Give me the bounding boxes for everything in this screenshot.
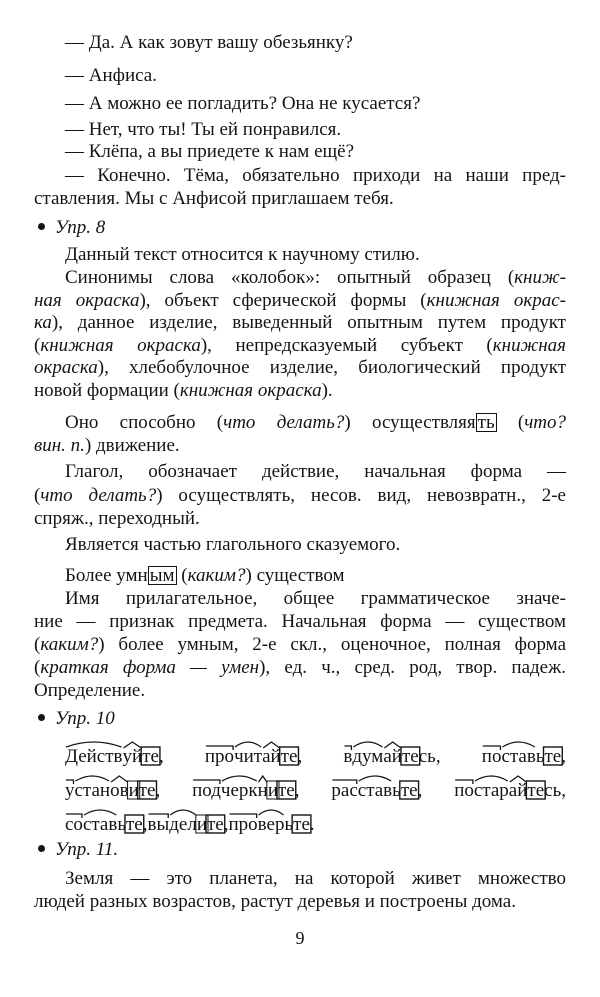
italic-fragment: ная окраска bbox=[34, 290, 140, 311]
morpheme-suffix: ай bbox=[508, 780, 528, 801]
morpheme-prefix: рас bbox=[331, 780, 358, 801]
morpheme-letters: сь bbox=[418, 746, 436, 767]
bullet-icon bbox=[38, 223, 45, 230]
morpheme-suffix: уй bbox=[122, 746, 143, 767]
morpheme-ending: и bbox=[128, 780, 139, 801]
morpheme-letters: сь bbox=[544, 780, 562, 801]
adjective-description-line bbox=[34, 679, 566, 703]
text-fragment: ). bbox=[321, 380, 333, 401]
text-fragment: ), данное изделие, выведенный опытным путем продукт bbox=[51, 312, 566, 333]
synonyms-line bbox=[65, 266, 566, 290]
italic-fragment: что делать? bbox=[40, 485, 157, 506]
analyzed-word bbox=[229, 810, 315, 835]
morpheme-ending: те bbox=[401, 746, 419, 767]
text-fragment: ) осуществлять, несов. вид, невозвратн., 2-е bbox=[156, 485, 566, 506]
morpheme-root: Действ bbox=[65, 746, 123, 767]
italic-fragment: краткая форма — умен bbox=[40, 657, 260, 678]
text-fragment: Синонимы слова «колобок»: опытный образец ( bbox=[65, 267, 515, 288]
punctuation: , bbox=[294, 780, 300, 801]
morpheme-ending: те bbox=[544, 746, 562, 767]
verb-role-line: Является частью глагольного сказуемого. bbox=[65, 534, 401, 555]
synonyms-line bbox=[34, 289, 566, 313]
word-analysis-row bbox=[65, 777, 566, 803]
morpheme-ending: те bbox=[142, 746, 159, 767]
verb-description-line bbox=[34, 484, 566, 508]
punctuation: , bbox=[158, 746, 164, 767]
morpheme-ending: те bbox=[138, 780, 156, 801]
morpheme-ending: те bbox=[207, 814, 224, 835]
text-fragment: Глагол, обозначает действие, начальная форма — bbox=[65, 461, 566, 482]
exercise-11-text: Земля — это планета, на которой живет множество bbox=[65, 868, 566, 889]
morpheme-root: дел bbox=[169, 814, 197, 835]
analyzed-word bbox=[147, 810, 228, 835]
ending-box: ть bbox=[477, 412, 495, 433]
morpheme-root: став bbox=[82, 814, 118, 835]
text-fragment: Определение. bbox=[34, 680, 146, 701]
morpheme-ending: те bbox=[125, 814, 143, 835]
morpheme-root: чит bbox=[234, 746, 263, 767]
morpheme-prefix: со bbox=[65, 814, 83, 835]
adjective-description-line bbox=[34, 656, 566, 680]
adjective-description-line bbox=[65, 587, 566, 611]
morpheme-root: дум bbox=[352, 746, 384, 767]
adjective-phrase: Более умн ым (каким?) существом bbox=[65, 565, 345, 586]
dialogue-line: — Да. А как зовут вашу обезьянку? bbox=[65, 32, 353, 53]
punctuation: , bbox=[561, 780, 566, 801]
morpheme-prefix: под bbox=[192, 780, 221, 801]
punctuation: , bbox=[155, 780, 161, 801]
dialogue-line: — Нет, что ты! Ты ей понравился. bbox=[65, 119, 342, 140]
morpheme-letters: ь bbox=[392, 780, 401, 801]
analyzed-word bbox=[454, 776, 566, 801]
dialogue-line: ставления. Мы с Анфисой приглашаем тебя. bbox=[34, 188, 394, 209]
text-fragment: спряж., переходный. bbox=[34, 508, 200, 529]
adjective-description-line bbox=[34, 633, 566, 657]
italic-fragment: книжная окрас- bbox=[426, 290, 566, 311]
italic-fragment: ка bbox=[34, 312, 52, 333]
synonyms-line bbox=[34, 311, 566, 335]
style-statement: Данный текст относится к научному стилю. bbox=[65, 244, 420, 265]
morpheme-root: стан bbox=[74, 780, 111, 801]
text-fragment: ние — признак предмета. Начальная форма — существом bbox=[34, 611, 566, 632]
morpheme-ending: те bbox=[278, 780, 295, 801]
exercise-10-heading: Упр. 10 bbox=[38, 707, 570, 731]
exercise-8-heading: Упр. 8 bbox=[38, 216, 570, 240]
italic-fragment: окраска bbox=[34, 357, 98, 378]
text-fragment: Имя прилагательное, общее грамматическое значе- bbox=[65, 588, 566, 609]
punctuation: , bbox=[561, 746, 566, 767]
punctuation: , bbox=[297, 746, 303, 767]
punctuation: , bbox=[435, 746, 441, 767]
morpheme-prefix: в bbox=[343, 746, 353, 767]
morpheme-ending: и bbox=[267, 780, 278, 801]
italic-fragment: книжная окраска bbox=[40, 335, 201, 356]
morpheme-suffix: н bbox=[257, 780, 268, 801]
morpheme-suffix: ай bbox=[262, 746, 281, 767]
analyzed-word bbox=[65, 742, 164, 767]
morpheme-letters: ь bbox=[284, 814, 294, 835]
exercise-11-text: людей разных возрастов, растут деревья и построены дома. bbox=[34, 891, 516, 912]
dialogue-line: — Анфиса. bbox=[65, 65, 157, 86]
analyzed-word bbox=[205, 742, 302, 767]
exercise-11-heading: Упр. 11. bbox=[38, 838, 570, 862]
morpheme-prefix: про bbox=[228, 814, 258, 835]
morpheme-letters: ь bbox=[535, 746, 545, 767]
morpheme-root: стар bbox=[473, 780, 509, 801]
verb-description-line bbox=[34, 507, 566, 531]
morpheme-suffix: ай bbox=[383, 746, 402, 767]
synonyms-line bbox=[34, 356, 566, 380]
analyzed-word bbox=[331, 776, 422, 801]
analyzed-word bbox=[65, 810, 147, 835]
morpheme-root: став bbox=[357, 780, 393, 801]
morpheme-prefix: у bbox=[65, 780, 75, 801]
morpheme-prefix: про bbox=[204, 746, 235, 767]
morpheme-prefix: по bbox=[481, 746, 502, 767]
text-fragment: ( bbox=[34, 634, 41, 655]
morpheme-root: вер bbox=[257, 814, 285, 835]
word-analysis-row bbox=[65, 743, 566, 769]
text-fragment: ), непредсказуемый субъект ( bbox=[200, 335, 493, 356]
text-fragment: ), ед. ч., сред. род, твор. падеж. bbox=[259, 657, 566, 678]
morpheme-ending: те bbox=[527, 780, 545, 801]
morpheme-suffix: ов bbox=[110, 780, 129, 801]
morpheme-ending: те bbox=[280, 746, 298, 767]
dialogue-line: — А можно ее погладить? Она не кусается? bbox=[65, 93, 421, 114]
punctuation: . bbox=[309, 814, 315, 835]
text-fragment: ( bbox=[34, 657, 41, 678]
dialogue-line: — Конечно. Тёма, обязательно приходи на наши пред- bbox=[65, 165, 566, 186]
punctuation: , bbox=[142, 814, 148, 835]
synonyms-line bbox=[34, 334, 566, 358]
text-fragment: ), объект сферической формы ( bbox=[139, 290, 427, 311]
italic-fragment: книж- bbox=[514, 267, 566, 288]
verb-sentence-line: вин. п.) движение. bbox=[34, 435, 180, 456]
morpheme-ending: те bbox=[400, 780, 418, 801]
analyzed-word bbox=[482, 742, 566, 767]
ending-box: ым bbox=[149, 565, 175, 586]
page-number: 9 bbox=[295, 928, 305, 948]
morpheme-root: став bbox=[501, 746, 536, 767]
bullet-icon bbox=[38, 714, 45, 721]
word-analysis-row bbox=[65, 811, 566, 837]
punctuation: , bbox=[223, 814, 229, 835]
morpheme-ending: и bbox=[196, 814, 207, 835]
morpheme-ending: те bbox=[293, 814, 310, 835]
analyzed-word bbox=[343, 742, 440, 767]
bullet-icon bbox=[38, 845, 45, 852]
morpheme-prefix: по bbox=[454, 780, 474, 801]
synonyms-line bbox=[34, 379, 566, 403]
text-fragment: ), хлебобулочное изделие, биологический продукт bbox=[97, 357, 566, 378]
analyzed-word bbox=[65, 776, 160, 801]
dialogue-line: — Клёпа, а вы приедете к нам ещё? bbox=[65, 141, 354, 162]
italic-fragment: каким? bbox=[40, 634, 99, 655]
morpheme-root: черк bbox=[220, 780, 258, 801]
morpheme-prefix: вы bbox=[147, 814, 170, 835]
punctuation: , bbox=[417, 780, 423, 801]
verb-sentence-line: Оно способно (что делать?) осуществляя ть (что? bbox=[65, 412, 567, 433]
analyzed-word bbox=[192, 776, 299, 801]
italic-fragment: книжная bbox=[492, 335, 566, 356]
text-fragment: новой формации ( bbox=[34, 380, 180, 401]
verb-description-line bbox=[65, 460, 566, 484]
text-fragment: ( bbox=[34, 485, 41, 506]
text-fragment: ) более умным, 2-е скл., оценочное, полная форма bbox=[98, 634, 566, 655]
adjective-description-line bbox=[34, 610, 566, 634]
italic-fragment: книжная окраска bbox=[179, 380, 322, 401]
morpheme-letters: ь bbox=[117, 814, 126, 835]
text-fragment: ( bbox=[34, 335, 41, 356]
